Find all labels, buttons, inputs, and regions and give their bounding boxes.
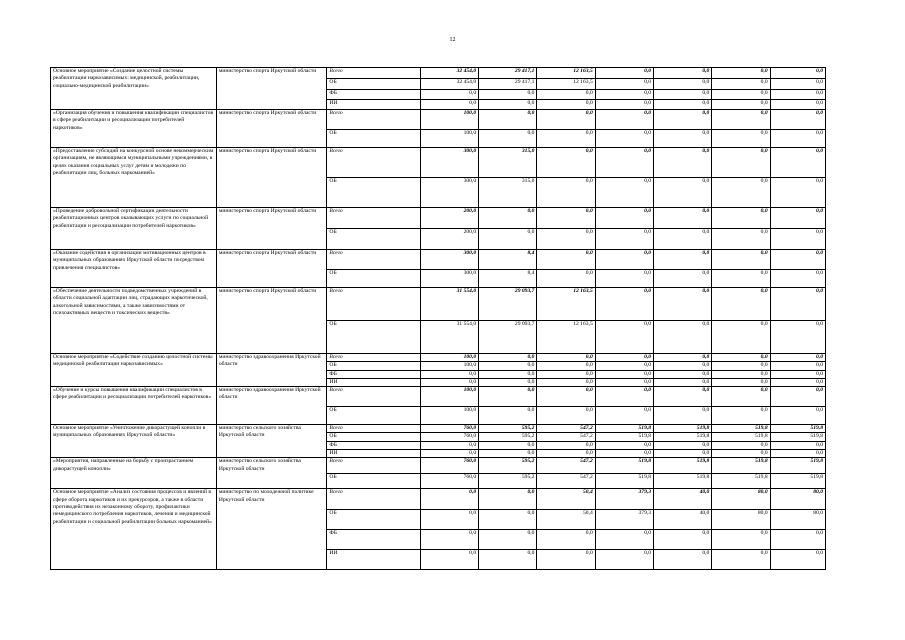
activity-description: Основное мероприятие «Анализ состояния процессов и явлений в сфере оборота наркотиков и их прекурсоров, а также в области противодействия их незаконному обороту, профилактики немедицинского потребления наркотиков, лечения и медицинской реабилитации и социальной реабилитации больных наркоманией» (51, 489, 217, 570)
amount-cell: 0,0 (654, 387, 712, 407)
amount-cell: 519,8 (712, 425, 770, 433)
amount-cell: 0,0 (420, 90, 478, 100)
amount-cell: 0,0 (712, 100, 770, 110)
amount-cell: 0,0 (654, 68, 712, 79)
amount-cell: 0,0 (537, 208, 595, 229)
amount-cell: 0,0 (537, 550, 595, 570)
amount-cell: 0,0 (479, 510, 537, 530)
amount-cell: 0,0 (595, 450, 653, 458)
amount-cell: 100,0 (420, 362, 478, 370)
amount-cell: 760,0 (420, 474, 478, 489)
amount-cell: 0,0 (595, 250, 653, 270)
funding-source: Всего (327, 250, 420, 270)
responsible-executor: министерство сельского хозяйства Иркутской области (216, 458, 327, 489)
amount-cell: 0,0 (770, 270, 825, 288)
amount-cell: 315,0 (479, 148, 537, 178)
amount-cell: 0,0 (420, 100, 478, 110)
funding-source: Всего (327, 148, 420, 178)
funding-source: ИИ (327, 550, 420, 570)
amount-cell: 0,0 (420, 378, 478, 386)
amount-cell: 0,0 (770, 288, 825, 321)
amount-cell: 0,0 (770, 130, 825, 148)
amount-cell: 31 554,0 (420, 321, 478, 354)
amount-cell: 0,0 (420, 370, 478, 378)
amount-cell: 0,0 (595, 288, 653, 321)
table-row (51, 148, 826, 178)
amount-cell: 0,0 (654, 288, 712, 321)
table-row (51, 458, 826, 474)
amount-cell: 0,0 (479, 362, 537, 370)
amount-cell: 0,0 (712, 550, 770, 570)
amount-cell: 0,0 (712, 407, 770, 425)
amount-cell: 0,0 (654, 354, 712, 362)
amount-cell: 519,8 (654, 474, 712, 489)
amount-cell: 0,0 (595, 110, 653, 130)
responsible-executor: министерство сельского хозяйства Иркутской области (216, 425, 327, 458)
responsible-executor: министерство спорта Иркутской области (216, 288, 327, 354)
amount-cell: 0,0 (654, 100, 712, 110)
amount-cell: 0,0 (712, 270, 770, 288)
funding-source: ОБ (327, 433, 420, 441)
amount-cell: 32 454,0 (420, 68, 478, 79)
amount-cell: 200,0 (420, 229, 478, 250)
amount-cell: 0,0 (479, 354, 537, 362)
funding-source: Всего (327, 208, 420, 229)
amount-cell: 0,0 (654, 378, 712, 386)
amount-cell: 0,0 (479, 229, 537, 250)
funding-source: ОБ (327, 474, 420, 489)
funding-source: ОБ (327, 321, 420, 354)
responsible-executor: министерство спорта Иркутской области (216, 148, 327, 208)
amount-cell: 0,0 (712, 354, 770, 362)
funding-source: ОБ (327, 362, 420, 370)
amount-cell: 100,0 (420, 407, 478, 425)
activity-description: «Обеспечение деятельности подведомственных учреждений в области социальной адаптации лиц, страдающих наркотической, алкогольной зависимостями, а также зависимостями от психоактивных веществ и токсических веществ» (51, 288, 217, 354)
amount-cell: 0,0 (770, 148, 825, 178)
amount-cell: 100,0 (420, 354, 478, 362)
table-row (51, 68, 826, 79)
amount-cell: 300,0 (420, 270, 478, 288)
amount-cell: 0,0 (537, 148, 595, 178)
amount-cell: 0,0 (595, 100, 653, 110)
amount-cell: 31 554,0 (420, 288, 478, 321)
amount-cell: 12 163,5 (537, 321, 595, 354)
amount-cell: 519,8 (770, 458, 825, 474)
amount-cell: 595,2 (479, 458, 537, 474)
amount-cell: 0,0 (595, 407, 653, 425)
amount-cell: 0,0 (595, 550, 653, 570)
funding-source: Всего (327, 425, 420, 433)
amount-cell: 0,0 (537, 362, 595, 370)
amount-cell: 29 093,7 (479, 288, 537, 321)
amount-cell: 0,0 (770, 178, 825, 208)
amount-cell: 595,2 (479, 474, 537, 489)
funding-source: ИИ (327, 378, 420, 386)
amount-cell: 760,0 (420, 433, 478, 441)
budget-table (50, 67, 826, 570)
amount-cell: 80,0 (770, 489, 825, 510)
amount-cell: 0,0 (479, 441, 537, 449)
amount-cell: 519,8 (595, 433, 653, 441)
amount-cell: 0,0 (420, 489, 478, 510)
activity-description: Основное мероприятие «Содействие созданию целостной системы медицинской реабилитации наркозависимых» (51, 354, 217, 387)
amount-cell: 0,0 (595, 90, 653, 100)
amount-cell: 0,0 (712, 378, 770, 386)
amount-cell: 12 163,5 (537, 79, 595, 90)
funding-source: ИИ (327, 100, 420, 110)
amount-cell: 0,0 (712, 250, 770, 270)
amount-cell: 0,0 (712, 288, 770, 321)
amount-cell: 0,0 (654, 178, 712, 208)
amount-cell: 0,0 (595, 79, 653, 90)
amount-cell: 0,0 (770, 407, 825, 425)
amount-cell: 0,0 (537, 250, 595, 270)
table-row (51, 288, 826, 321)
responsible-executor: министерство здравоохранения Иркутской области (216, 387, 327, 425)
amount-cell: 300,0 (420, 148, 478, 178)
funding-source: ФБ (327, 530, 420, 550)
amount-cell: 0,0 (479, 407, 537, 425)
amount-cell: 0,0 (595, 387, 653, 407)
amount-cell: 0,0 (595, 148, 653, 178)
amount-cell: 0,0 (595, 378, 653, 386)
amount-cell: 519,8 (712, 458, 770, 474)
amount-cell: 0,0 (595, 530, 653, 550)
amount-cell: 0,0 (770, 370, 825, 378)
funding-source: ФБ (327, 370, 420, 378)
amount-cell: 100,0 (420, 387, 478, 407)
amount-cell: 8,4 (479, 270, 537, 288)
amount-cell: 760,0 (420, 458, 478, 474)
amount-cell: 0,0 (654, 530, 712, 550)
funding-source: ОБ (327, 178, 420, 208)
amount-cell: 0,0 (770, 321, 825, 354)
amount-cell: 0,0 (712, 362, 770, 370)
amount-cell: 0,0 (595, 68, 653, 79)
amount-cell: 0,0 (537, 378, 595, 386)
responsible-executor: министерство по молодежной политике Иркутской области (216, 489, 327, 570)
amount-cell: 0,0 (770, 378, 825, 386)
amount-cell: 0,0 (595, 441, 653, 449)
amount-cell: 0,0 (770, 250, 825, 270)
amount-cell: 0,0 (712, 110, 770, 130)
amount-cell: 0,0 (537, 370, 595, 378)
amount-cell: 0,0 (420, 441, 478, 449)
amount-cell: 0,0 (654, 250, 712, 270)
amount-cell: 0,0 (537, 110, 595, 130)
funding-source: Всего (327, 110, 420, 130)
amount-cell: 0,0 (654, 110, 712, 130)
funding-source: Всего (327, 68, 420, 79)
amount-cell: 547,2 (537, 433, 595, 441)
funding-source: ФБ (327, 90, 420, 100)
amount-cell: 0,0 (479, 530, 537, 550)
amount-cell: 0,0 (712, 450, 770, 458)
amount-cell: 29 093,7 (479, 321, 537, 354)
amount-cell: 519,8 (595, 425, 653, 433)
amount-cell: 0,0 (712, 229, 770, 250)
amount-cell: 0,0 (595, 321, 653, 354)
funding-source: ФБ (327, 441, 420, 449)
amount-cell: 0,0 (712, 68, 770, 79)
amount-cell: 0,0 (712, 148, 770, 178)
amount-cell: 0,0 (654, 148, 712, 178)
amount-cell: 595,2 (479, 425, 537, 433)
amount-cell: 0,0 (595, 208, 653, 229)
amount-cell: 0,0 (770, 68, 825, 79)
amount-cell: 50,4 (537, 489, 595, 510)
amount-cell: 0,0 (712, 387, 770, 407)
amount-cell: 50,4 (537, 510, 595, 530)
amount-cell: 0,0 (537, 229, 595, 250)
activity-description: «Обучение и курсы повышения квалификации специалистов в сфере реабилитации и ресоциализации потребителей наркотиков» (51, 387, 217, 425)
activity-description: «Проведение добровольной сертификации деятельности реабилитационных центров оказывающих услуги по социальной реабилитации и ресоциализации потребителей наркотиков» (51, 208, 217, 250)
amount-cell: 0,0 (770, 79, 825, 90)
table-row (51, 489, 826, 510)
funding-source: Всего (327, 489, 420, 510)
amount-cell: 29 417,1 (479, 68, 537, 79)
amount-cell: 0,0 (537, 407, 595, 425)
amount-cell: 0,0 (537, 90, 595, 100)
amount-cell: 519,8 (712, 474, 770, 489)
amount-cell: 0,0 (654, 229, 712, 250)
amount-cell: 100,0 (420, 110, 478, 130)
amount-cell: 29 417,1 (479, 79, 537, 90)
amount-cell: 0,0 (537, 270, 595, 288)
funding-source: ОБ (327, 229, 420, 250)
amount-cell: 0,0 (770, 229, 825, 250)
funding-source: ОБ (327, 407, 420, 425)
funding-source: Всего (327, 288, 420, 321)
amount-cell: 0,0 (712, 130, 770, 148)
amount-cell: 0,0 (595, 354, 653, 362)
amount-cell: 12 163,5 (537, 68, 595, 79)
amount-cell: 519,8 (654, 458, 712, 474)
amount-cell: 40,0 (654, 489, 712, 510)
funding-source: ОБ (327, 270, 420, 288)
activity-description: Основное мероприятие «Уничтожение дикорастущей конопли в муниципальных образованиях Иркутской области» (51, 425, 217, 458)
funding-source: ОБ (327, 130, 420, 148)
amount-cell: 0,0 (712, 441, 770, 449)
amount-cell: 0,0 (654, 550, 712, 570)
amount-cell: 0,0 (537, 387, 595, 407)
amount-cell: 0,0 (537, 100, 595, 110)
amount-cell: 0,0 (479, 450, 537, 458)
amount-cell: 519,8 (770, 474, 825, 489)
amount-cell: 12 163,5 (537, 288, 595, 321)
amount-cell: 0,0 (654, 321, 712, 354)
funding-source: Всего (327, 354, 420, 362)
amount-cell: 0,0 (712, 208, 770, 229)
amount-cell: 0,0 (654, 208, 712, 229)
amount-cell: 0,0 (770, 550, 825, 570)
amount-cell: 0,0 (712, 79, 770, 90)
amount-cell: 0,0 (770, 362, 825, 370)
amount-cell: 0,0 (654, 130, 712, 148)
amount-cell: 0,0 (654, 362, 712, 370)
amount-cell: 0,0 (479, 130, 537, 148)
amount-cell: 519,8 (712, 433, 770, 441)
amount-cell: 0,0 (770, 208, 825, 229)
funding-source: ИИ (327, 450, 420, 458)
amount-cell: 379,3 (595, 489, 653, 510)
activity-description: «Мероприятия, направленные на борьбу с произрастанием дикорастущей конопли» (51, 458, 217, 489)
amount-cell: 595,2 (479, 433, 537, 441)
table-row (51, 250, 826, 270)
amount-cell: 0,0 (537, 441, 595, 449)
amount-cell: 0,0 (654, 441, 712, 449)
table-row (51, 425, 826, 433)
amount-cell: 0,0 (479, 550, 537, 570)
amount-cell: 519,8 (770, 425, 825, 433)
amount-cell: 0,0 (654, 90, 712, 100)
amount-cell: 0,0 (654, 407, 712, 425)
amount-cell: 80,0 (712, 510, 770, 530)
amount-cell: 0,0 (537, 530, 595, 550)
responsible-executor: министерство спорта Иркутской области (216, 110, 327, 148)
amount-cell: 0,0 (770, 100, 825, 110)
amount-cell: 0,0 (654, 370, 712, 378)
funding-source: Всего (327, 387, 420, 407)
amount-cell: 0,0 (595, 229, 653, 250)
amount-cell: 547,2 (537, 458, 595, 474)
amount-cell: 547,2 (537, 474, 595, 489)
amount-cell: 0,0 (770, 441, 825, 449)
amount-cell: 519,8 (595, 474, 653, 489)
amount-cell: 0,0 (595, 362, 653, 370)
amount-cell: 0,0 (712, 321, 770, 354)
amount-cell: 32 454,0 (420, 79, 478, 90)
responsible-executor: министерство спорта Иркутской области (216, 208, 327, 250)
amount-cell: 0,0 (479, 208, 537, 229)
table-row (51, 208, 826, 229)
page-number: 12 (449, 37, 456, 43)
amount-cell: 200,0 (420, 208, 478, 229)
amount-cell: 0,0 (537, 178, 595, 208)
amount-cell: 0,0 (595, 370, 653, 378)
amount-cell: 40,0 (654, 510, 712, 530)
table-row (51, 110, 826, 130)
amount-cell: 0,0 (712, 90, 770, 100)
amount-cell: 0,0 (712, 530, 770, 550)
activity-description: «Оказание содействия в организации мотивационных центров в муниципальных образованиях Иркутской области посредством привлечения специалистов» (51, 250, 217, 288)
responsible-executor: министерство спорта Иркутской области (216, 68, 327, 110)
amount-cell: 0,0 (420, 550, 478, 570)
amount-cell: 0,0 (479, 90, 537, 100)
table-row (51, 387, 826, 407)
funding-source: Всего (327, 458, 420, 474)
amount-cell: 0,0 (479, 100, 537, 110)
amount-cell: 0,0 (595, 178, 653, 208)
activity-description: «Предоставление субсидий на конкурсной основе некоммерческим организациям, не являющимся муниципальными учреждениями, в целях оказания социальных услуг детям и молодежи по реабилитации лиц, больных наркоманией» (51, 148, 217, 208)
responsible-executor: министерство спорта Иркутской области (216, 250, 327, 288)
amount-cell: 8,4 (479, 250, 537, 270)
amount-cell: 0,0 (770, 450, 825, 458)
amount-cell: 0,0 (479, 489, 537, 510)
amount-cell: 300,0 (420, 178, 478, 208)
amount-cell: 0,0 (595, 130, 653, 148)
responsible-executor: министерство здравоохранения Иркутской области (216, 354, 327, 387)
amount-cell: 0,0 (420, 530, 478, 550)
amount-cell: 0,0 (770, 387, 825, 407)
amount-cell: 0,0 (712, 178, 770, 208)
amount-cell: 0,0 (479, 370, 537, 378)
amount-cell: 0,0 (770, 90, 825, 100)
amount-cell: 0,0 (654, 270, 712, 288)
amount-cell: 547,2 (537, 425, 595, 433)
funding-source: ОБ (327, 510, 420, 530)
amount-cell: 0,0 (712, 370, 770, 378)
amount-cell: 0,0 (479, 387, 537, 407)
amount-cell: 519,8 (654, 433, 712, 441)
amount-cell: 519,8 (654, 425, 712, 433)
amount-cell: 300,0 (420, 250, 478, 270)
amount-cell: 0,0 (770, 354, 825, 362)
amount-cell: 0,0 (770, 110, 825, 130)
amount-cell: 80,0 (770, 510, 825, 530)
amount-cell: 100,0 (420, 130, 478, 148)
amount-cell: 0,0 (420, 450, 478, 458)
amount-cell: 0,0 (770, 530, 825, 550)
amount-cell: 0,0 (537, 130, 595, 148)
amount-cell: 0,0 (654, 79, 712, 90)
amount-cell: 0,0 (479, 110, 537, 130)
amount-cell: 379,3 (595, 510, 653, 530)
table-row (51, 354, 826, 362)
funding-source: ОБ (327, 79, 420, 90)
amount-cell: 519,8 (595, 458, 653, 474)
amount-cell: 0,0 (479, 378, 537, 386)
amount-cell: 760,0 (420, 425, 478, 433)
amount-cell: 0,0 (537, 450, 595, 458)
amount-cell: 0,0 (420, 510, 478, 530)
amount-cell: 0,0 (595, 270, 653, 288)
activity-description: «Организация обучения и повышения квалификации специалистов в сфере реабилитации и ресоциализации потребителей наркотиков» (51, 110, 217, 148)
amount-cell: 80,0 (712, 489, 770, 510)
activity-description: Основное мероприятие «Создание целостной системы реабилитации наркозависимых: медицинской, реабилитации, социально-медицинской реабилитации» (51, 68, 217, 110)
amount-cell: 0,0 (537, 354, 595, 362)
amount-cell: 0,0 (654, 450, 712, 458)
amount-cell: 315,0 (479, 178, 537, 208)
amount-cell: 519,8 (770, 433, 825, 441)
